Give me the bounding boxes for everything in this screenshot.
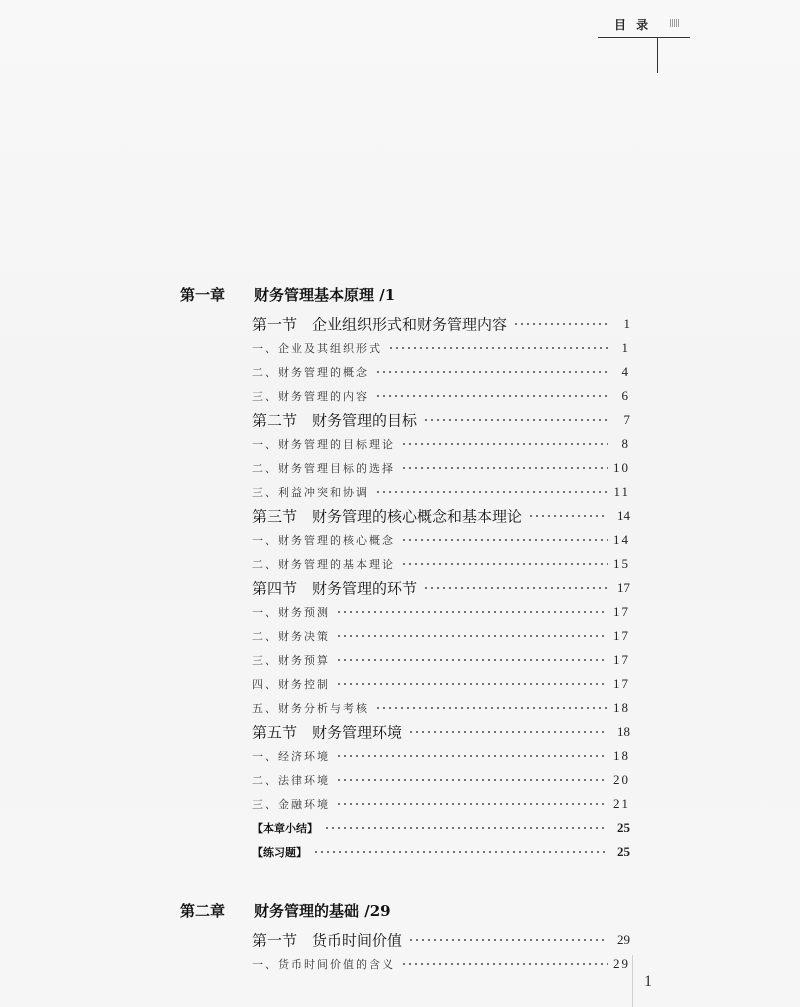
entry-label: 一、企业及其组织形式 <box>252 342 382 355</box>
leader-dots <box>336 803 608 805</box>
header-title: 目 录 <box>614 18 652 32</box>
toc-entry[interactable] <box>180 600 640 624</box>
leader-dots <box>375 707 608 709</box>
entry-label: 第五节 财务管理环境 <box>252 723 403 742</box>
leader-dots <box>513 323 608 325</box>
page-number: 17 <box>613 628 630 643</box>
entry-label: 二、法律环境 <box>252 774 330 787</box>
header-vertical-rule <box>657 37 658 73</box>
leader-dots <box>375 491 608 493</box>
entry-label: 三、财务预算 <box>252 654 330 667</box>
entry-label: 第一节 企业组织形式和财务管理内容 <box>252 315 508 334</box>
page-number: 6 <box>621 388 630 403</box>
page-number: 1 <box>621 340 630 355</box>
page-number: 18 <box>613 700 630 715</box>
entry-label: 二、财务管理的概念 <box>252 366 369 379</box>
toc-entry[interactable] <box>180 792 640 816</box>
entry-label: 三、利益冲突和协调 <box>252 486 369 499</box>
leader-dots <box>408 731 608 733</box>
page-number: 17 <box>613 676 630 691</box>
toc-entry[interactable] <box>180 672 640 696</box>
leader-dots <box>423 419 608 421</box>
entry-label: 第二节 财务管理的目标 <box>252 411 418 430</box>
leader-dots <box>408 939 608 941</box>
page-number: 18 <box>613 748 630 763</box>
entry-label: 【练习题】 <box>252 846 307 859</box>
page-number: 17 <box>613 604 630 619</box>
chapter-title: 财务管理的基础 /29 <box>254 902 391 920</box>
toc-entry[interactable] <box>180 336 640 360</box>
toc-entry[interactable] <box>180 456 640 480</box>
toc-entry[interactable] <box>180 768 640 792</box>
entry-label: 第三节 财务管理的核心概念和基本理论 <box>252 507 523 526</box>
toc-entry[interactable] <box>180 384 640 408</box>
page-number: 18 <box>617 724 630 739</box>
page-number: 17 <box>617 580 630 595</box>
page-folio: 1 <box>644 973 652 990</box>
toc-entry[interactable] <box>180 928 640 952</box>
page-number: 7 <box>623 412 630 427</box>
entry-label: 二、财务管理目标的选择 <box>252 462 395 475</box>
chapter-number: 第一章 <box>180 286 226 304</box>
page-number: 17 <box>613 652 630 667</box>
toc-entry[interactable] <box>180 312 640 336</box>
leader-dots <box>401 963 608 965</box>
entry-label: 三、金融环境 <box>252 798 330 811</box>
page-number: 14 <box>613 532 630 547</box>
leader-dots <box>336 755 608 757</box>
leader-dots <box>401 443 608 445</box>
entry-label: 四、财务控制 <box>252 678 330 691</box>
entry-label: 二、财务管理的基本理论 <box>252 558 395 571</box>
chapter-number: 第二章 <box>180 902 226 920</box>
page-number: 29 <box>617 932 630 947</box>
toc-entry[interactable] <box>180 552 640 576</box>
entry-label: 第四节 财务管理的环节 <box>252 579 418 598</box>
leader-dots <box>336 659 608 661</box>
leader-dots <box>388 347 608 349</box>
page-number: 8 <box>621 436 630 451</box>
page-number: 1 <box>623 316 630 331</box>
running-header <box>598 16 778 66</box>
leader-dots <box>375 395 608 397</box>
leader-dots <box>401 563 608 565</box>
toc-entry[interactable] <box>180 696 640 720</box>
page-number: 10 <box>613 460 630 475</box>
leader-dots <box>336 635 608 637</box>
entry-label: 一、财务管理的目标理论 <box>252 438 395 451</box>
entry-label: 【本章小结】 <box>252 822 318 835</box>
toc-entry[interactable] <box>180 360 640 384</box>
toc-entry[interactable] <box>180 816 640 840</box>
header-ornament-icon <box>670 19 680 27</box>
toc-entry[interactable] <box>180 576 640 600</box>
leader-dots <box>336 683 608 685</box>
toc-entry[interactable] <box>180 480 640 504</box>
entry-label: 五、财务分析与考核 <box>252 702 369 715</box>
page-number: 11 <box>613 484 630 499</box>
page-number: 29 <box>613 956 630 971</box>
toc-entry[interactable] <box>180 720 640 744</box>
entry-label: 三、财务管理的内容 <box>252 390 369 403</box>
toc-entry[interactable] <box>180 840 640 864</box>
entry-label: 一、财务管理的核心概念 <box>252 534 395 547</box>
leader-dots <box>401 539 608 541</box>
chapter-spacer <box>180 864 640 898</box>
chapter-heading <box>180 282 640 306</box>
page-number: 4 <box>621 364 630 379</box>
entry-label: 一、经济环境 <box>252 750 330 763</box>
leader-dots <box>375 371 608 373</box>
chapter-title: 财务管理基本原理 /1 <box>254 286 396 304</box>
toc-entry[interactable] <box>180 744 640 768</box>
page-number: 25 <box>617 820 630 835</box>
page-edge-line <box>632 955 633 1007</box>
header-rule <box>598 37 690 38</box>
entry-label: 一、货币时间价值的含义 <box>252 958 395 971</box>
toc-entry[interactable] <box>180 408 640 432</box>
leader-dots <box>336 779 608 781</box>
toc-entry[interactable] <box>180 952 640 976</box>
toc-entry[interactable] <box>180 624 640 648</box>
leader-dots <box>324 827 608 829</box>
entry-label: 二、财务决策 <box>252 630 330 643</box>
leader-dots <box>336 611 608 613</box>
leader-dots <box>401 467 608 469</box>
leader-dots <box>313 851 608 853</box>
toc-entry[interactable] <box>180 648 640 672</box>
page-number: 25 <box>617 844 630 859</box>
page-number: 21 <box>613 796 630 811</box>
chapter-heading <box>180 898 640 922</box>
leader-dots <box>423 587 608 589</box>
toc-entry[interactable] <box>180 432 640 456</box>
page-number: 14 <box>617 508 630 523</box>
toc-entry[interactable] <box>180 504 640 528</box>
entry-label: 第一节 货币时间价值 <box>252 931 403 950</box>
page-number: 15 <box>613 556 630 571</box>
page-number: 20 <box>613 772 630 787</box>
toc-entry[interactable] <box>180 528 640 552</box>
table-of-contents <box>180 282 640 976</box>
leader-dots <box>528 515 608 517</box>
entry-label: 一、财务预测 <box>252 606 330 619</box>
